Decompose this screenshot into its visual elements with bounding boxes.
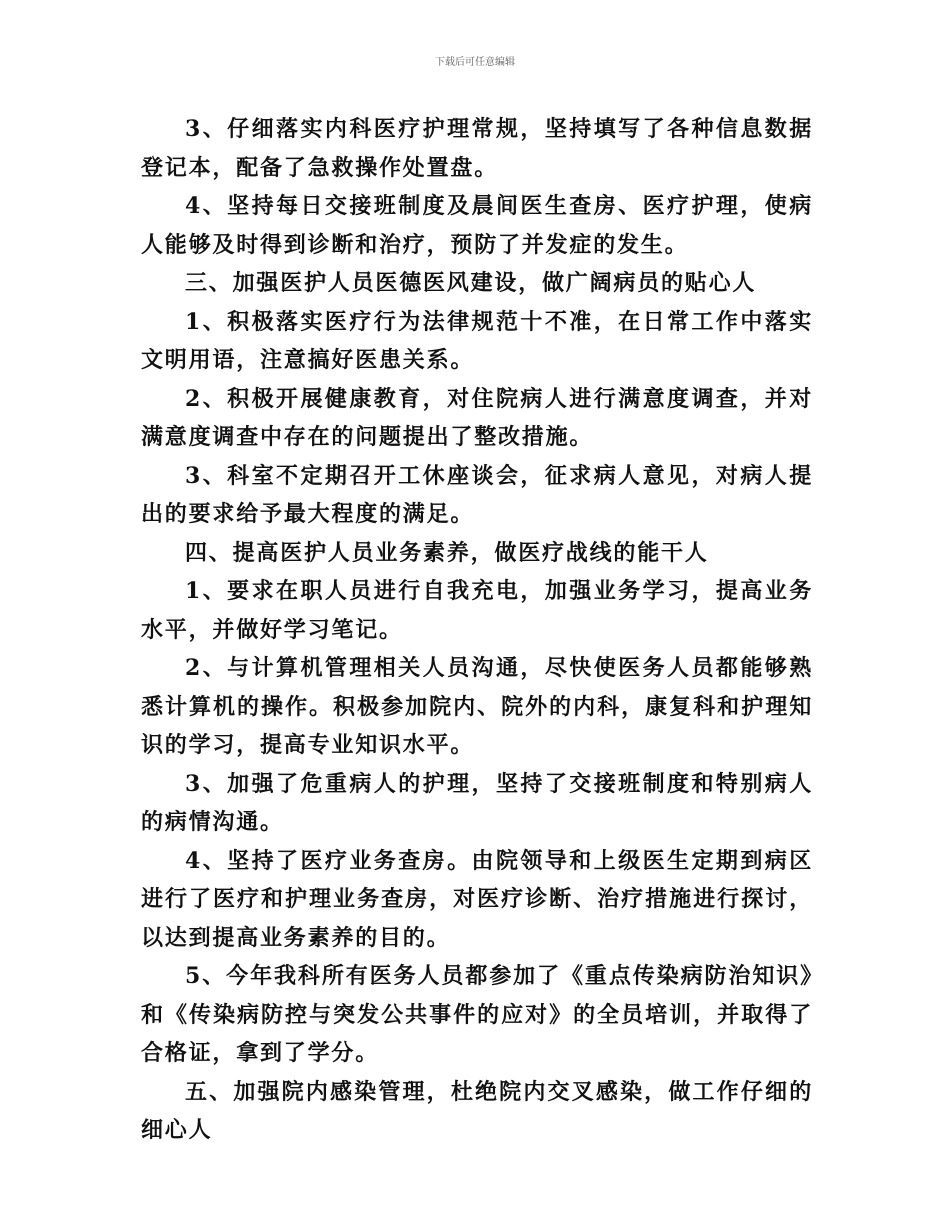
paragraph: 4、坚持了医疗业务查房。由院领导和上级医生定期到病区进行了医疗和护理业务查房，对医疗诊断、治疗措施进行探讨，以达到提高业务素养的目的。	[141, 847, 813, 951]
paragraph: 1、积极落实医疗行为法律规范十不准，在日常工作中落实文明用语，注意搞好医患关系。	[141, 308, 813, 373]
paragraph: 4、坚持每日交接班制度及晨间医生查房、医疗护理，使病人能够及时得到诊断和治疗，预防了并发症的发生。	[141, 193, 813, 258]
paragraph: 1、要求在职人员进行自我充电，加强业务学习，提高业务水平，并做好学习笔记。	[141, 578, 813, 643]
paragraph: 3、科室不定期召开工休座谈会，征求病人意见，对病人提出的要求给予最大程度的满足。	[141, 462, 813, 527]
paragraph: 3、加强了危重病人的护理，坚持了交接班制度和特别病人的病情沟通。	[141, 770, 813, 835]
paragraph: 5、今年我科所有医务人员都参加了《重点传染病防治知识》和《传染病防控与突发公共事件的应对》的全员培训，并取得了合格证，拿到了学分。	[141, 963, 813, 1066]
paragraph: 3、仔细落实内科医疗护理常规，坚持填写了各种信息数据登记本，配备了急救操作处置盘。	[141, 116, 813, 181]
section-heading: 三、加强医护人员医德医风建设，做广阔病员的贴心人	[185, 270, 757, 296]
section-heading: 五、加强院内感染管理，杜绝院内交叉感染，做工作仔细的细心人	[141, 1078, 813, 1143]
paragraph: 2、与计算机管理相关人员沟通，尽快使医务人员都能够熟悉计算机的操作。积极参加院内、院外的内科，康复科和护理知识的学习，提高专业知识水平。	[141, 655, 813, 758]
section-heading: 四、提高医护人员业务素养，做医疗战线的能干人	[185, 539, 709, 566]
page-header-note: 下载后可任意编辑	[435, 57, 515, 68]
paragraph: 2、积极开展健康教育，对住院病人进行满意度调查，并对满意度调查中存在的问题提出了整改措施。	[141, 385, 813, 450]
document-body	[141, 110, 813, 1150]
